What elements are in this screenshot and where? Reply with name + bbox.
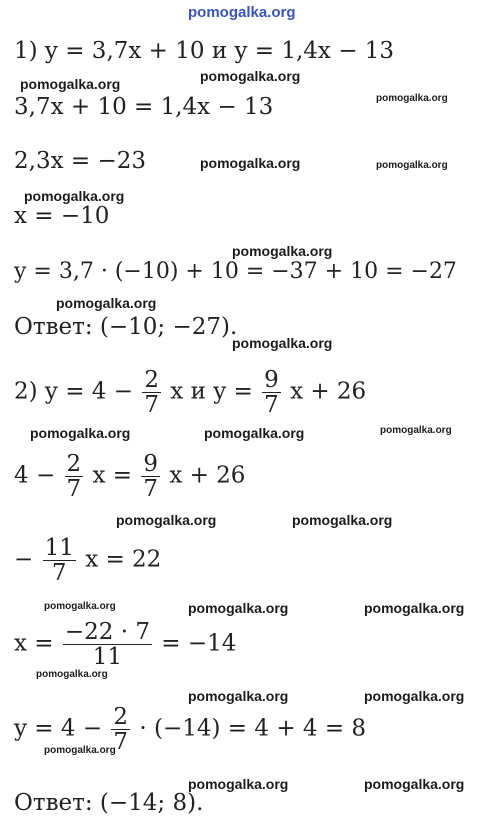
part2-eq-right: x + 26 (169, 462, 246, 489)
watermark: pomogalka.org (30, 425, 131, 441)
watermark: pomogalka.org (44, 601, 116, 612)
numerator: 9 (264, 367, 279, 393)
fraction (141, 452, 160, 501)
watermark: pomogalka.org (380, 425, 452, 436)
watermark: pomogalka.org (188, 688, 289, 704)
fraction (142, 368, 161, 417)
x-result: = −14 (161, 630, 237, 657)
part2-eq-mid: x = (92, 462, 133, 489)
fraction (262, 368, 281, 417)
part2-system-left: 2) y = 4 − (14, 378, 134, 405)
watermark: pomogalka.org (200, 155, 301, 171)
part1-system: 1) y = 3,7x + 10 и y = 1,4x − 13 (14, 38, 395, 64)
watermark: pomogalka.org (24, 188, 125, 204)
watermark: pomogalka.org (200, 68, 301, 84)
numerator: 2 (144, 367, 159, 393)
fraction (65, 452, 84, 501)
part1-equation: 3,7x + 10 = 1,4x − 13 (14, 94, 274, 120)
part1-answer: Ответ: (−10; −27). (14, 314, 238, 340)
watermark: pomogalka.org (116, 512, 217, 528)
part2-step (14, 536, 161, 585)
denominator: 7 (43, 560, 76, 585)
fraction (63, 620, 152, 669)
minus-sign: − (14, 546, 34, 573)
watermark: pomogalka.org (56, 295, 157, 311)
denominator: 7 (264, 392, 279, 419)
watermark: pomogalka.org (376, 93, 448, 104)
part1-step: 2,3x = −23 (14, 148, 146, 174)
watermark: pomogalka.org (232, 335, 333, 351)
numerator: 9 (143, 451, 158, 477)
watermark: pomogalka.org (364, 776, 465, 792)
part2-eq-left: 4 − (14, 462, 56, 489)
part1-x-value: x = −10 (14, 203, 110, 229)
part2-x-value (14, 620, 236, 669)
watermark: pomogalka.org (364, 688, 465, 704)
fraction (43, 536, 76, 585)
numerator: −22 · 7 (64, 619, 150, 645)
watermark: pomogalka.org (188, 776, 289, 792)
part2-system (14, 368, 366, 417)
part2-equation (14, 452, 245, 501)
watermark: pomogalka.org (36, 669, 108, 680)
part1-y-value: y = 3,7 · (−10) + 10 = −37 + 10 = −27 (14, 259, 457, 284)
y-equals: y = 4 − (14, 715, 103, 742)
part2-system-right: x + 26 (290, 378, 367, 405)
denominator: 7 (143, 476, 158, 503)
denominator: 7 (66, 476, 82, 503)
denominator: 11 (63, 644, 152, 669)
watermark: pomogalka.org (232, 243, 333, 259)
part2-step-right: x = 22 (85, 546, 162, 573)
numerator: 2 (113, 704, 129, 730)
watermark: pomogalka.org (20, 76, 121, 92)
watermark: pomogalka.org (364, 600, 465, 616)
watermark: pomogalka.org (376, 160, 448, 171)
denominator: 7 (113, 729, 129, 756)
part2-answer: Ответ: (−14; 8). (14, 790, 204, 816)
y-result: · (−14) = 4 + 4 = 8 (139, 715, 367, 742)
denominator: 7 (144, 392, 159, 419)
part2-system-mid: x и y = (170, 378, 253, 405)
watermark: pomogalka.org (204, 425, 305, 441)
watermark-top[interactable]: pomogalka.org (188, 4, 296, 21)
watermark: pomogalka.org (292, 512, 393, 528)
watermark: pomogalka.org (44, 745, 116, 756)
numerator: 11 (44, 535, 74, 561)
numerator: 2 (66, 451, 82, 477)
watermark: pomogalka.org (188, 600, 289, 616)
x-equals: x = (14, 630, 54, 657)
